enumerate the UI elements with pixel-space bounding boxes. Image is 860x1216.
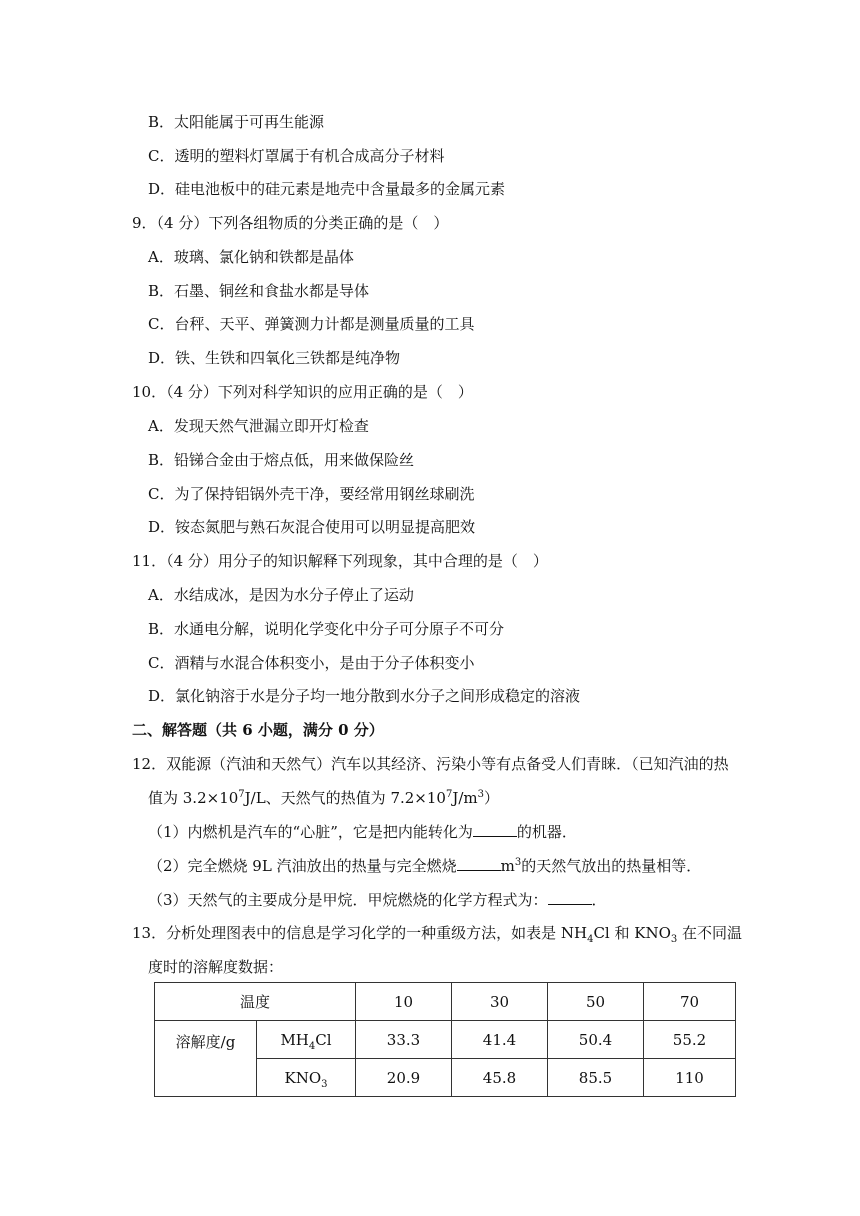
table-cell: 70 — [644, 983, 736, 1021]
text-run: 的机器． — [516, 823, 577, 841]
q12-stem: 12．双能源（汽油和天然气）汽车以其经济、污染小等有点备受人们青睐．（已知汽油的热 — [132, 755, 729, 773]
text-run: Cl 和 KNO — [593, 924, 671, 942]
subscript: 3 — [670, 934, 678, 945]
q11-stem: 11．（4 分）用分子的知识解释下列现象，其中合理的是（ ） — [132, 552, 548, 570]
text-run: ． — [591, 891, 607, 909]
text-run: 在不同温 — [677, 924, 743, 942]
table-cell: 55.2 — [644, 1021, 736, 1059]
table-cell: 50 — [548, 983, 644, 1021]
q12-part-2 — [148, 856, 701, 876]
text-run: MH — [280, 1030, 309, 1049]
text-run: 的天然气放出的热量相等． — [521, 857, 702, 875]
q13-stem — [132, 923, 742, 943]
q13-stem-line2: 度时的溶解度数据： — [148, 958, 284, 976]
subscript: 3 — [321, 1078, 328, 1090]
table-row-label — [257, 1059, 356, 1097]
table-cell: 30 — [452, 983, 548, 1021]
table-row — [155, 983, 736, 1021]
q12-part-3 — [148, 890, 607, 910]
q11-option-c: C．酒精与水混合体积变小，是由于分子体积变小 — [148, 654, 475, 672]
table-cell: 85.5 — [548, 1059, 644, 1097]
q9-option-b: B．石墨、铜丝和食盐水都是导体 — [148, 282, 370, 300]
table-cell: 20.9 — [356, 1059, 452, 1097]
table-cell: 33.3 — [356, 1021, 452, 1059]
table-cell: 41.4 — [452, 1021, 548, 1059]
table-header-temperature: 温度 — [155, 983, 356, 1021]
q11-option-d: D．氯化钠溶于水是分子均一地分散到水分子之间形成稳定的溶液 — [148, 687, 581, 705]
answer-blank[interactable] — [548, 890, 592, 905]
q12-part-1 — [148, 822, 577, 842]
table-cell: 50.4 — [548, 1021, 644, 1059]
q11-option-a: A．水结成冰，是因为水分子停止了运动 — [148, 586, 414, 604]
q8-option-c: C．透明的塑料灯罩属于有机合成高分子材料 — [148, 147, 445, 165]
q11-option-b: B．水通电分解，说明化学变化中分子可分原子不可分 — [148, 620, 505, 638]
text-run: （1）内燃机是汽车的“心脏”，它是把内能转化为 — [148, 823, 473, 841]
q10-option-c: C．为了保持铝锅外壳干净，要经常用钢丝球刷洗 — [148, 485, 475, 503]
superscript: 3 — [514, 857, 522, 868]
table-cell: 45.8 — [452, 1059, 548, 1097]
table-cell: 10 — [356, 983, 452, 1021]
text-run: Cl — [315, 1030, 332, 1049]
text-run: ） — [484, 789, 500, 807]
q10-option-b: B．铅锑合金由于熔点低，用来做保险丝 — [148, 451, 415, 469]
q10-option-a: A．发现天然气泄漏立即开灯检查 — [148, 417, 369, 435]
solubility-table — [154, 982, 736, 1097]
text-run: 值为 3.2×10 — [148, 789, 239, 807]
superscript: 7 — [445, 789, 453, 800]
table-row-group-label: 溶解度/g — [155, 1021, 257, 1097]
q8-option-d: D．硅电池板中的硅元素是地壳中含量最多的金属元素 — [148, 180, 506, 198]
answer-blank[interactable] — [473, 822, 517, 837]
section-heading: 二、解答题（共 6 小题，满分 0 分） — [132, 721, 384, 739]
subscript: 4 — [308, 1040, 316, 1052]
text-run: KNO — [284, 1068, 322, 1087]
q9-option-d: D．铁、生铁和四氧化三铁都是纯净物 — [148, 349, 401, 367]
q8-option-b: B．太阳能属于可再生能源 — [148, 113, 325, 131]
superscript: 7 — [238, 789, 245, 800]
text-run: （3）天然气的主要成分是甲烷．甲烷燃烧的化学方程式为： — [148, 891, 548, 909]
text-run: 13．分析处理图表中的信息是学习化学的一种重级方法，如表是 NH — [132, 924, 588, 942]
q9-stem: 9．（4 分）下列各组物质的分类正确的是（ ） — [132, 214, 449, 232]
q9-option-c: C．台秤、天平、弹簧测力计都是测量质量的工具 — [148, 315, 475, 333]
table-row — [155, 1021, 736, 1059]
text-run: J/L、天然气的热值为 7.2×10 — [244, 789, 446, 807]
text-run: m — [500, 857, 515, 875]
text-run: J/m — [452, 789, 478, 807]
subscript: 4 — [587, 934, 594, 945]
q9-option-a: A．玻璃、氯化钠和铁都是晶体 — [148, 248, 354, 266]
answer-blank[interactable] — [457, 856, 501, 871]
q12-stem-line2 — [148, 788, 499, 808]
table-row-label — [257, 1021, 356, 1059]
q10-option-d: D．铵态氮肥与熟石灰混合使用可以明显提高肥效 — [148, 518, 476, 536]
table-cell: 110 — [644, 1059, 736, 1097]
q10-stem: 10．（4 分）下列对科学知识的应用正确的是（ ） — [132, 383, 473, 401]
text-run: （2）完全燃烧 9L 汽油放出的热量与完全燃烧 — [148, 857, 457, 875]
superscript: 3 — [477, 789, 485, 800]
